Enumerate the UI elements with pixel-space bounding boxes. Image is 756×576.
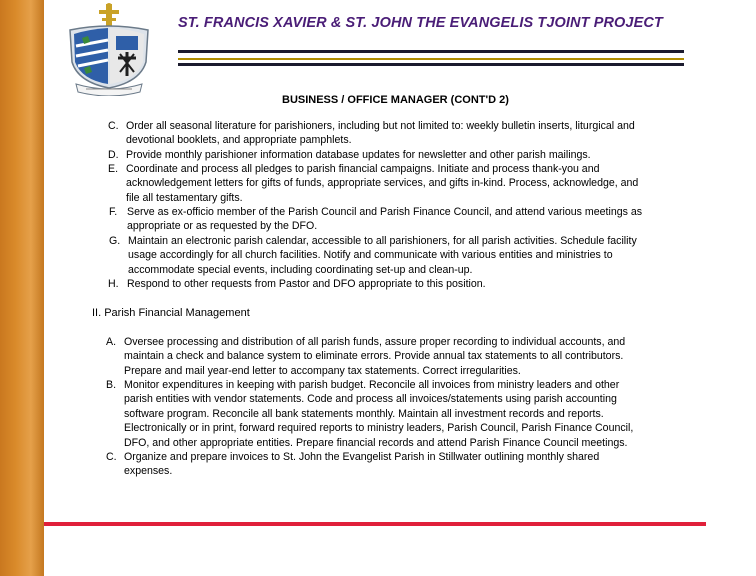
header-rule-middle [178,58,684,60]
list-item-line: file all testamentary gifts. [126,191,243,204]
left-accent-bar [0,0,44,576]
header-rule-top [178,50,684,53]
list-item-line: accommodate special events, including coordinating set-up and clean-up. [128,263,473,276]
list-item-line: Monitor expenditures in keeping with parish budget. Reconcile all invoices from ministry leaders and other [124,379,620,391]
list-item-line: Order all seasonal literature for parishioners, including but not limited to: weekly bulletin inserts, liturgical and [126,120,635,132]
header-rule-bottom [178,63,684,66]
list-item-label: C. [106,451,117,463]
list-item-label: B. [106,379,117,391]
list-item-label: G. [109,235,121,247]
list-item-line: usage accordingly for all church facilities. Notify and communicate with various entities and ministries to [128,249,613,262]
list-item-line: Respond to other requests from Pastor and DFO appropriate to this position. [127,278,486,290]
list-item-line: appropriate or as requested by the DFO. [127,220,318,233]
list-item-label: C. [108,120,119,132]
list-item-line: parish entities with vendor statements. Code and process all invoices/statements using parish accounting [124,393,617,406]
list-item-line: expenses. [124,465,173,478]
list-item-label: D. [108,149,119,161]
list-item-label: F. [109,206,118,218]
list-item-line: Serve as ex-officio member of the Parish Council and Parish Finance Council, and attend various meetings as [127,206,643,218]
list-item-line: software program. Reconcile all bank statements monthly. Maintain all investment records and reports. [124,407,604,420]
diocese-crest-icon [60,2,158,96]
section-title: BUSINESS / OFFICE MANAGER (CONT'D 2) [282,94,509,106]
list-item-label: A. [106,336,117,348]
footer-rule [44,522,706,526]
list-item-line: Maintain an electronic parish calendar, accessible to all parishioners, for all parish activities. Schedule facility [128,235,637,247]
list-item-line: acknowledgement letters for gifts of funds, appropriate services, and gifts in-kind. Process, acknowledge, and [126,177,639,190]
list-item-line: Provide monthly parishioner information database updates for newsletter and other parish mailings. [126,149,591,161]
list-item-label: H. [108,278,119,290]
list-item-line: Organize and prepare invoices to St. John the Evangelist Parish in Stillwater outlining monthly shared [124,451,600,463]
list-item-line: devotional booklets, and appropriate pamphlets. [126,134,352,147]
list-item-line: maintain a check and balance system to eliminate errors. Provide annual tax statements to all contributors. [124,350,624,363]
list-item-line: Coordinate and process all pledges to parish financial campaigns. Initiate and process thank-you and [126,163,600,175]
list-item-line: Electronically or in print, forward required reports to ministry leaders, Parish Council, Parish Finance Council, [124,422,634,435]
list-item-line: DFO, and other appropriate entities. Prepare financial records and attend Parish Finance Council meetings. [124,436,628,449]
list-item-line: Prepare and mail year-end letter to accompany tax statements. Correct irregularities. [124,364,521,377]
subheading-financial-management: II. Parish Financial Management [92,307,250,319]
list-item-label: E. [108,163,119,175]
list-item-line: Oversee processing and distribution of all parish funds, assure proper recording to individual accounts, and [124,336,626,348]
page-header-title: ST. FRANCIS XAVIER & ST. JOHN THE EVANGELIS TJOINT PROJECT [178,15,663,31]
